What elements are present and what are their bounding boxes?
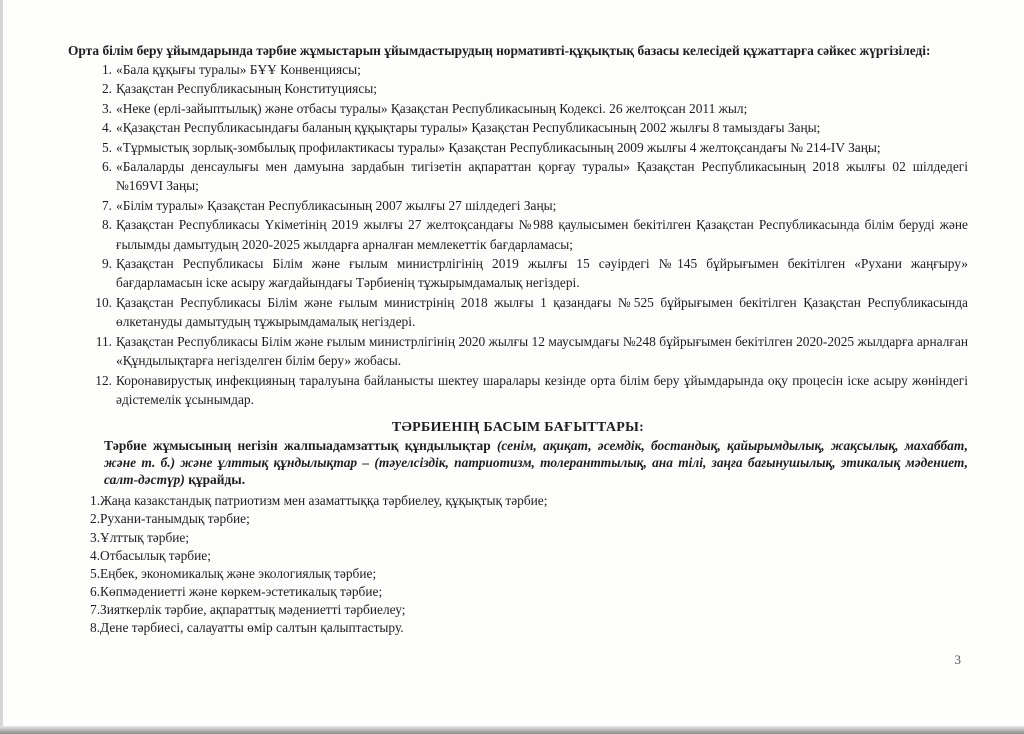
direction-item: 4.Отбасылық тәрбие; — [90, 547, 211, 563]
list-item-number: 10. — [95, 294, 112, 310]
directions-list — [68, 492, 968, 637]
values-text-part4: – (тәуелсіздік, патриотизм, толеранттылық, ана тілі, заңға бағынушылық, этикалық мәдениет, салт-дәстүр) — [104, 455, 969, 488]
list-item — [68, 196, 968, 215]
scan-left-edge — [0, 0, 3, 734]
page-content — [68, 42, 968, 637]
list-item-text: Қазақстан Республикасы Білім және ғылым министрінің 2018 жылғы 1 қазандағы №525 бұйрығымен бекітілген Қазақстан Республикасында өлкетануды дамытудың тұжырымдамалық негіздері. — [116, 294, 968, 330]
values-text-part1: Тәрбие жұмысының негізін жалпыадамзаттық құндылықтар — [104, 438, 497, 454]
list-item-text: «Тұрмыстық зорлық-зомбылық профилактикасы туралы» Қазақстан Республикасының 2009 жылғы 4 желтоқсандағы № 214-IV Заңы; — [116, 139, 881, 155]
list-item-text: «Неке (ерлі-зайыптылық) және отбасы туралы» Қазақстан Республикасының Кодексі. 26 желтоқсан 2011 жыл; — [116, 100, 748, 116]
list-item-number: 4. — [101, 120, 112, 136]
direction-item: 7.Зияткерлік тәрбие, ақпараттық мәдениетті тәрбиелеу; — [90, 601, 406, 617]
list-item-number: 11. — [95, 333, 112, 349]
list-item-text: Қазақстан Республикасы Білім және ғылым министрлігінің 2019 жылғы 15 сәуірдегі №145 бұйрығымен бекітілген «Рухани жаңғыру» бағдарламасын іске асыру жағдайындағы Тәрбиенің тұжырымдамалық негіздері. — [116, 256, 968, 291]
list-item-text: Қазақстан Республикасының Конституциясы; — [116, 81, 378, 97]
list-item-text: «Бала құқығы туралы» БҰҰ Конвенциясы; — [116, 62, 361, 77]
intro-paragraph: Орта білім беру ұйымдарында тәрбие жұмыстарын ұйымдастырудың нормативті-құқықтық базасы келесідей құжаттарға сәйкес жүргізіледі: — [68, 43, 931, 58]
direction-item: 3.Ұлттық тәрбие; — [90, 529, 190, 545]
list-item — [68, 215, 968, 254]
list-item — [68, 79, 968, 98]
list-item-number: 1. — [101, 62, 112, 77]
direction-item: 2.Рухани-танымдық тәрбие; — [90, 511, 250, 527]
list-item-text: «Балаларды денсаулығы мен дамуына зардабын тигізетін ақпараттан қорғау туралы» Қазақстан Республикасының 2018 жылғы 02 шілдедегі №169VI Заңы; — [116, 159, 968, 194]
values-text-part2: (сенім, ақиқат, әсемдік, бостандық, қайырымдылық, жақсылық, махаббат, және т. б.) және — [104, 438, 968, 471]
values-text-part3: ұлттық құндылықтар — [217, 455, 358, 471]
values-text-part5: құрайды. — [184, 472, 246, 488]
list-item — [68, 293, 968, 332]
direction-item: 6.Көпмәдениетті және көркем-эстетикалық тәрбие; — [90, 583, 383, 599]
list-item — [68, 157, 968, 196]
list-item — [68, 118, 968, 137]
list-item-text: Қазақстан Республикасы Үкіметінің 2019 жылғы 27 желтоқсандағы №988 қаулысымен бекітілген Қазақстан Республикасында білім беруді және ғылымды дамытудың 2020-2025 жылдарға арналған мемлекеттік бағдарламасы; — [116, 217, 968, 252]
list-item — [68, 99, 968, 118]
list-item-text: Коронавирустық инфекцияның таралуына байланысты шектеу шаралары кезінде орта білім беру ұйымдарында оқу процесін іске асыру жөніндегі әдістемелік ұсынымдар. — [116, 372, 968, 407]
list-item-text: «Қазақстан Республикасындағы баланың құқықтары туралы» Қазақстан Республикасының 2002 жылғы 8 тамыздағы Заңы; — [116, 120, 821, 136]
direction-item: 8.Дене тәрбиесі, салауатты өмір салтын қалыптастыру. — [90, 619, 404, 635]
list-item — [68, 332, 968, 371]
list-item — [68, 254, 968, 293]
scan-bottom-edge — [0, 726, 1024, 734]
section-heading: ТӘРБИЕНІҢ БАСЫМ БАҒЫТТАРЫ: — [391, 420, 645, 436]
list-item — [68, 138, 968, 157]
list-item-number: 2. — [101, 81, 112, 97]
list-item-text: «Білім туралы» Қазақстан Республикасының 2007 жылғы 27 шілдедегі Заңы; — [116, 197, 557, 213]
list-item-number: 3. — [101, 100, 112, 116]
direction-item: 1.Жаңа казакстандық патриотизм мен азаматтыққа тәрбиелеу, құқықтық тәрбие; — [90, 493, 548, 509]
list-item-number: 9. — [101, 256, 112, 272]
list-item — [68, 60, 968, 79]
page-number: 3 — [954, 652, 961, 667]
list-item-number: 12. — [95, 372, 112, 388]
list-item-number: 6. — [101, 159, 112, 175]
list-item-text: Қазақстан Республикасы Білім және ғылым министрлігінің 2020 жылғы 12 маусымдағы №248 бұйрығымен бекітілген 2020-2025 жылдарға арналған «Құндылықтарға негізделген білім беру» жобасы. — [116, 333, 968, 369]
list-item — [68, 371, 968, 410]
direction-item: 5.Еңбек, экономикалық және экологиялық тәрбие; — [90, 565, 377, 581]
values-paragraph — [68, 437, 968, 488]
legal-basis-list — [68, 60, 968, 409]
list-item-number: 7. — [101, 197, 112, 213]
list-item-number: 5. — [101, 139, 112, 155]
list-item-number: 8. — [101, 217, 112, 233]
